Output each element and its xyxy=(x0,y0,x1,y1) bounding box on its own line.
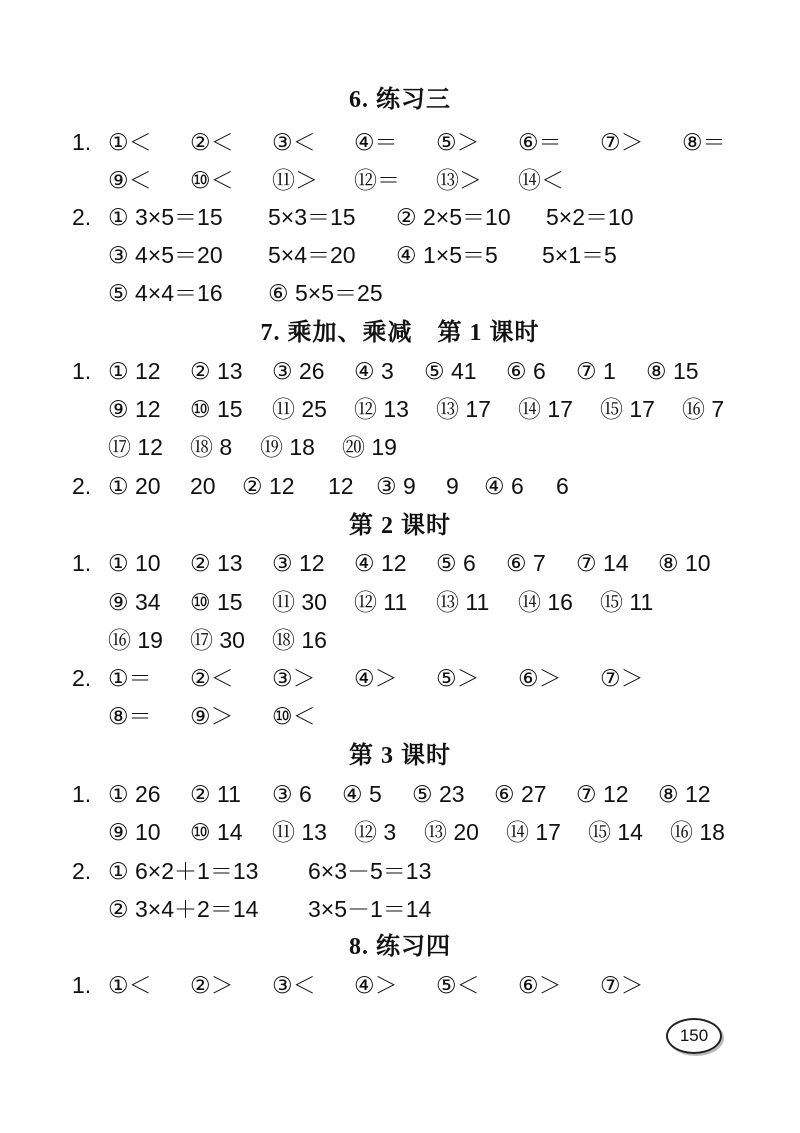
answer-item: ⑥ 27 xyxy=(494,781,547,807)
answer-item: ⑫ 11 xyxy=(354,589,408,615)
answer-item: ④ 1×5＝5 xyxy=(396,242,498,268)
answer-item: ⑪ 30 xyxy=(272,589,327,615)
answer-item: ③ 12 xyxy=(272,550,325,576)
answer-item: ①＜ xyxy=(108,972,152,998)
section-6-heading: 6. 练习三 xyxy=(349,87,451,113)
answer-item: ① 26 xyxy=(108,781,161,807)
lesson-3-heading: 第 3 课时 xyxy=(349,743,451,769)
answer-item: ⑲ 18 xyxy=(260,434,315,460)
answer-item: ⑯ 19 xyxy=(108,627,163,653)
answer-item: ⑦ 12 xyxy=(576,781,629,807)
answer-item: ③ 9 xyxy=(376,473,416,499)
answer-item: ④ 12 xyxy=(354,550,407,576)
answer-item: ③ 4×5＝20 xyxy=(108,242,223,268)
answer-item: ⑳ 19 xyxy=(342,434,397,460)
answer-item: ⑭＜ xyxy=(518,167,564,193)
answer-item: ⑧ 10 xyxy=(658,550,711,576)
answer-item: ① 6×2＋1＝13 xyxy=(108,858,259,884)
answer-item: ② 11 xyxy=(190,781,241,807)
answer-item: ⑱ 16 xyxy=(272,627,327,653)
answer-item: ⑤＜ xyxy=(436,972,480,998)
answer-item: ⑨ 10 xyxy=(108,819,161,845)
answer-item: ⑧＝ xyxy=(682,129,726,155)
answer-item: ⑬＞ xyxy=(436,167,482,193)
answer-item: ⑤＞ xyxy=(436,665,480,691)
answer-item: ⑱ 8 xyxy=(190,434,233,460)
answer-item: ③＜ xyxy=(272,972,316,998)
question-number: 1. xyxy=(72,358,92,384)
answer-item: ⑥ 5×5＝25 xyxy=(268,280,383,306)
answer-item: ⑦ 14 xyxy=(576,550,629,576)
answer-item: ② 12 xyxy=(242,473,295,499)
answer-item: ⑦＞ xyxy=(600,129,644,155)
answer-item: 5×1＝5 xyxy=(542,242,617,268)
answer-item: ⑭ 16 xyxy=(518,589,573,615)
answer-item: ②＞ xyxy=(190,972,234,998)
question-number: 2. xyxy=(72,858,92,884)
answer-item: ⑮ 14 xyxy=(588,819,643,845)
answer-item: 5×4＝20 xyxy=(268,242,356,268)
answer-item: ① 10 xyxy=(108,550,161,576)
section-8-heading: 8. 练习四 xyxy=(349,934,451,960)
answer-item: ⑩＜ xyxy=(190,167,234,193)
answer-item: ⑭ 17 xyxy=(506,819,561,845)
answer-item: ⑤ 41 xyxy=(424,358,477,384)
answer-item: ⑩＜ xyxy=(272,703,316,729)
answer-item: ⑭ 17 xyxy=(518,396,573,422)
answer-item: ⑧ 15 xyxy=(646,358,699,384)
answer-item: 6×3－5＝13 xyxy=(308,858,432,884)
answer-item: ⑤ 4×4＝16 xyxy=(108,280,223,306)
answer-item: ⑤＞ xyxy=(436,129,480,155)
answer-item: ⑪ 25 xyxy=(272,396,327,422)
answer-item: ⑥＞ xyxy=(518,665,562,691)
answer-item: ③ 26 xyxy=(272,358,325,384)
lesson-2-heading: 第 2 课时 xyxy=(349,513,451,539)
answer-item: ⑰ 12 xyxy=(108,434,163,460)
answer-item: ① 3×5＝15 xyxy=(108,204,223,230)
answer-item: 5×2＝10 xyxy=(546,204,634,230)
answer-item: ⑬ 11 xyxy=(436,589,490,615)
question-number: 2. xyxy=(72,665,92,691)
answer-item: ①＝ xyxy=(108,665,152,691)
answer-item: ⑨ 34 xyxy=(108,589,161,615)
answer-item: ⑦ 1 xyxy=(576,358,616,384)
answer-item: ④ 5 xyxy=(342,781,382,807)
answer-item: ⑥＝ xyxy=(518,129,562,155)
answer-item: ② 2×5＝10 xyxy=(396,204,511,230)
answer-item: ② 13 xyxy=(190,550,243,576)
question-number: 1. xyxy=(72,781,92,807)
answer-item: ⑧＝ xyxy=(108,703,152,729)
answer-item: ⑫＝ xyxy=(354,167,400,193)
answer-item: 9 xyxy=(446,473,459,499)
page-number-badge: 150 xyxy=(666,1018,722,1054)
answer-item: ③＜ xyxy=(272,129,316,155)
answer-item: ④＞ xyxy=(354,972,398,998)
answer-item: ②＜ xyxy=(190,129,234,155)
answer-item: ⑨ 12 xyxy=(108,396,161,422)
answer-item: ②＜ xyxy=(190,665,234,691)
answer-item: ② 3×4＋2＝14 xyxy=(108,896,259,922)
answer-item: ⑰ 30 xyxy=(190,627,245,653)
answer-item: ④ 3 xyxy=(354,358,394,384)
answer-item: ⑫ 3 xyxy=(354,819,397,845)
answer-item: ⑫ 13 xyxy=(354,396,409,422)
answer-item: ⑥ 7 xyxy=(506,550,546,576)
answer-item: 5×3＝15 xyxy=(268,204,356,230)
answer-item: ⑤ 6 xyxy=(436,550,476,576)
question-number: 1. xyxy=(72,129,92,155)
answer-item: ③＞ xyxy=(272,665,316,691)
answer-item: ⑪＞ xyxy=(272,167,318,193)
answer-item: ⑯ 18 xyxy=(670,819,725,845)
answer-item: 12 xyxy=(328,473,354,499)
question-number: 1. xyxy=(72,550,92,576)
answer-item: ⑥ 6 xyxy=(506,358,546,384)
answer-item: ⑤ 23 xyxy=(412,781,465,807)
answer-item: ④＞ xyxy=(354,665,398,691)
answer-item: ⑩ 15 xyxy=(190,589,243,615)
answer-item: ⑧ 12 xyxy=(658,781,711,807)
answer-item: ① 12 xyxy=(108,358,161,384)
answer-item: ⑯ 7 xyxy=(682,396,725,422)
answer-item: ③ 6 xyxy=(272,781,312,807)
question-number: 1. xyxy=(72,972,92,998)
question-number: 2. xyxy=(72,473,92,499)
answer-item: ⑨＜ xyxy=(108,167,152,193)
answer-item: ⑩ 14 xyxy=(190,819,243,845)
answer-item: ① 20 xyxy=(108,473,161,499)
answer-item: ⑮ 17 xyxy=(600,396,655,422)
answer-item: ⑪ 13 xyxy=(272,819,327,845)
answer-item: 6 xyxy=(556,473,569,499)
answer-item: ⑬ 17 xyxy=(436,396,491,422)
answer-item: ①＜ xyxy=(108,129,152,155)
section-7-heading: 7. 乘加、乘减 第 1 课时 xyxy=(260,320,540,346)
answer-item: ⑮ 11 xyxy=(600,589,654,615)
answer-item: ⑦＞ xyxy=(600,972,644,998)
answer-item: ⑬ 20 xyxy=(424,819,479,845)
answer-item: 20 xyxy=(190,473,216,499)
answer-item: ⑨＞ xyxy=(190,703,234,729)
answer-item: ⑦＞ xyxy=(600,665,644,691)
answer-item: ④＝ xyxy=(354,129,398,155)
answer-item: ④ 6 xyxy=(484,473,524,499)
answer-item: ② 13 xyxy=(190,358,243,384)
answer-item: ⑩ 15 xyxy=(190,396,243,422)
answer-item: 3×5－1＝14 xyxy=(308,896,432,922)
answer-item: ⑥＞ xyxy=(518,972,562,998)
question-number: 2. xyxy=(72,204,92,230)
